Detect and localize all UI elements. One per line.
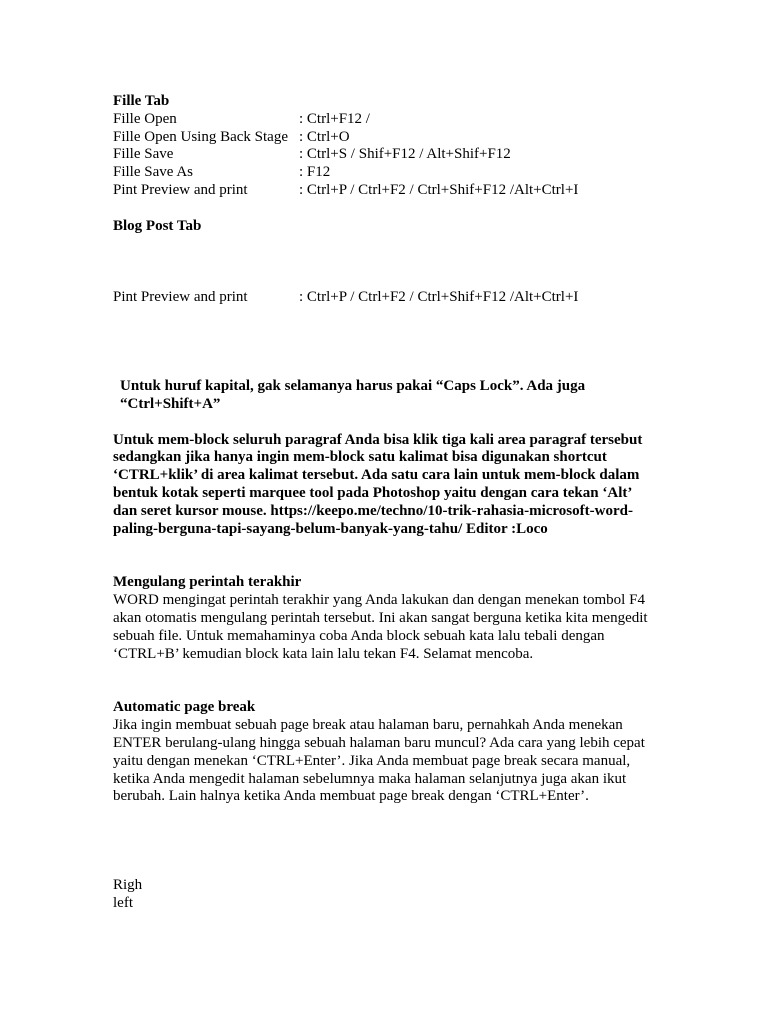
shortcut-value: : Ctrl+S / Shif+F12 / Alt+Shif+F12 bbox=[299, 146, 511, 163]
shortcut-label: Pint Preview and print bbox=[113, 181, 248, 198]
blog-post-tab-heading: Blog Post Tab bbox=[113, 217, 202, 234]
shortcut-row-file-open bbox=[113, 111, 658, 129]
document-page bbox=[113, 93, 658, 913]
repeat-command-body: WORD mengingat perintah terakhir yang Anda lakukan dan dengan menekan tombol F4 akan otomatis mengulang perintah tersebut. Ini akan sangat berguna ketika kita mengedit sebuah file. Untuk memahaminya coba Anda block sebuah kata lalu tebali dengan ‘CTRL+B’ kemudian block kata lain lalu tekan F4. Selamat mencoba. bbox=[113, 592, 648, 662]
shortcut-row-print-preview bbox=[113, 182, 658, 200]
file-tab-heading: Fille Tab bbox=[113, 93, 170, 109]
shortcut-label: Fille Open bbox=[113, 110, 177, 127]
trailing-text-righ: Righ bbox=[113, 877, 143, 894]
shortcut-label: Fille Save bbox=[113, 146, 174, 163]
shortcut-row-file-save-as bbox=[113, 164, 658, 182]
shortcut-value: : Ctrl+F12 / bbox=[299, 110, 370, 127]
page-break-heading: Automatic page break bbox=[113, 699, 256, 716]
shortcut-row-blog-print-preview bbox=[113, 289, 658, 307]
page-break-body: Jika ingin membuat sebuah page break atau halaman baru, pernahkah Anda menekan ENTER berulang-ulang hingga sebuah halaman baru muncul? Ada cara yang lebih cepat yaitu dengan menekan ‘CTRL+Enter’. Jika Anda membuat page break secara manual, ketika Anda mengedit halaman sebelumnya maka halaman selanjutnya juga akan ikut berubah. Lain halnya ketika Anda membuat page break dengan ‘CTRL+Enter’. bbox=[113, 717, 645, 805]
shortcut-value: : Ctrl+P / Ctrl+F2 / Ctrl+Shif+F12 /Alt+Ctrl+I bbox=[299, 289, 579, 306]
shortcut-value: : Ctrl+O bbox=[299, 128, 350, 145]
shortcut-label: Fille Open Using Back Stage bbox=[113, 128, 288, 145]
shortcut-value: : F12 bbox=[299, 164, 331, 181]
repeat-command-heading: Mengulang perintah terakhir bbox=[113, 574, 302, 591]
block-selection-tip: Untuk mem-block seluruh paragraf Anda bisa klik tiga kali area paragraf tersebut sedangkan jika hanya ingin mem-block satu kalimat bisa digunakan shortcut ‘CTRL+klik’ di area kalimat tersebut. Ada satu cara lain untuk mem-block dalam bentuk kotak seperti marquee tool pada Photoshop yaitu dengan cara tekan ‘Alt’ dan seret kursor mouse. https://keepo.me/techno/10-trik-rahasia-microsoft-word-paling-berguna-tapi-sayang-belum-banyak-yang-tahu/ Editor :Loco bbox=[113, 431, 643, 537]
shortcut-row-file-open-backstage bbox=[113, 129, 658, 147]
caps-lock-tip: Untuk huruf kapital, gak selamanya harus pakai “Caps Lock”. Ada juga “Ctrl+Shift+A” bbox=[120, 378, 586, 412]
trailing-text-left: left bbox=[113, 894, 133, 911]
shortcut-label: Fille Save As bbox=[113, 164, 194, 181]
shortcut-value: : Ctrl+P / Ctrl+F2 / Ctrl+Shif+F12 /Alt+Ctrl+I bbox=[299, 181, 579, 198]
shortcut-row-file-save bbox=[113, 146, 658, 164]
shortcut-label: Pint Preview and print bbox=[113, 289, 248, 306]
